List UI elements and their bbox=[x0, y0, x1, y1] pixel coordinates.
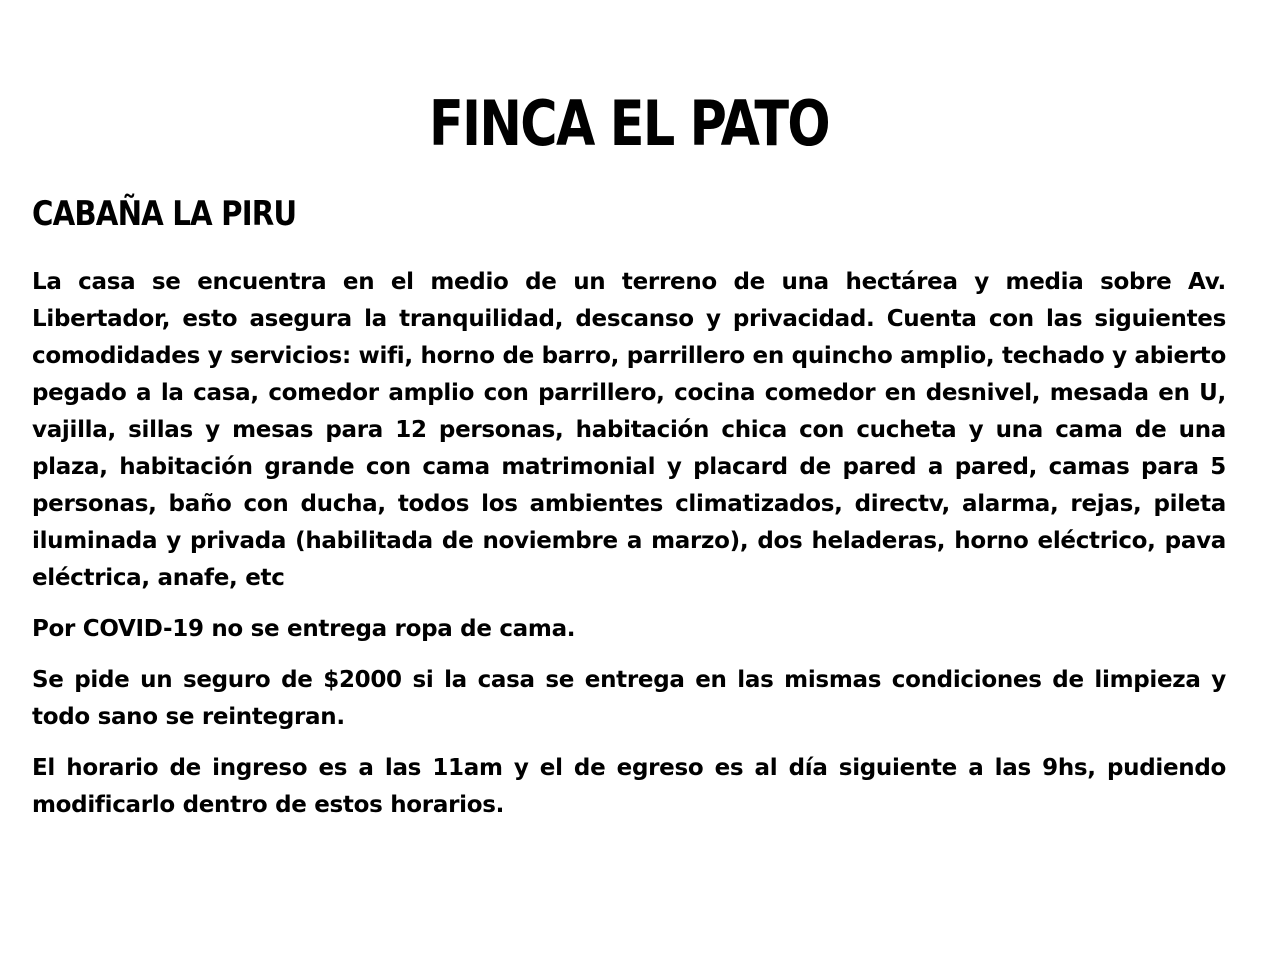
document-title: FINCA EL PATO bbox=[429, 87, 829, 160]
document-body bbox=[32, 264, 1226, 824]
document-subtitle: CABAÑA LA PIRU bbox=[32, 194, 297, 234]
document-page bbox=[32, 80, 1226, 838]
paragraph-description: La casa se encuentra en el medio de un terreno de una hectárea y media sobre Av. Libertador, esto asegura la tranquilidad, descanso y privacidad. Cuenta con las siguientes comodidades y servicios: wifi, horno de barro, parrillero en quincho amplio, techado y abierto pegado a la casa, comedor amplio con parrillero, cocina comedor en desnivel, mesada en U, vajilla, sillas y mesas para 12 personas, habitación chica con cucheta y una cama de una plaza, habitación grande con cama matrimonial y placard de pared a pared, camas para 5 personas, baño con ducha, todos los ambientes climatizados, directv, alarma, rejas, pileta iluminada y privada (habilitada de noviembre a marzo), dos heladeras, horno eléctrico, pava eléctrica, anafe, etc bbox=[32, 269, 1226, 591]
paragraph-deposit: Se pide un seguro de $2000 si la casa se entrega en las mismas condiciones de limpieza y todo sano se reintegran. bbox=[32, 667, 1226, 730]
paragraph-covid-notice: Por COVID-19 no se entrega ropa de cama. bbox=[32, 616, 576, 642]
paragraph-schedule: El horario de ingreso es a las 11am y el de egreso es al día siguiente a las 9hs, pudiendo modificarlo dentro de estos horarios. bbox=[32, 755, 1226, 818]
